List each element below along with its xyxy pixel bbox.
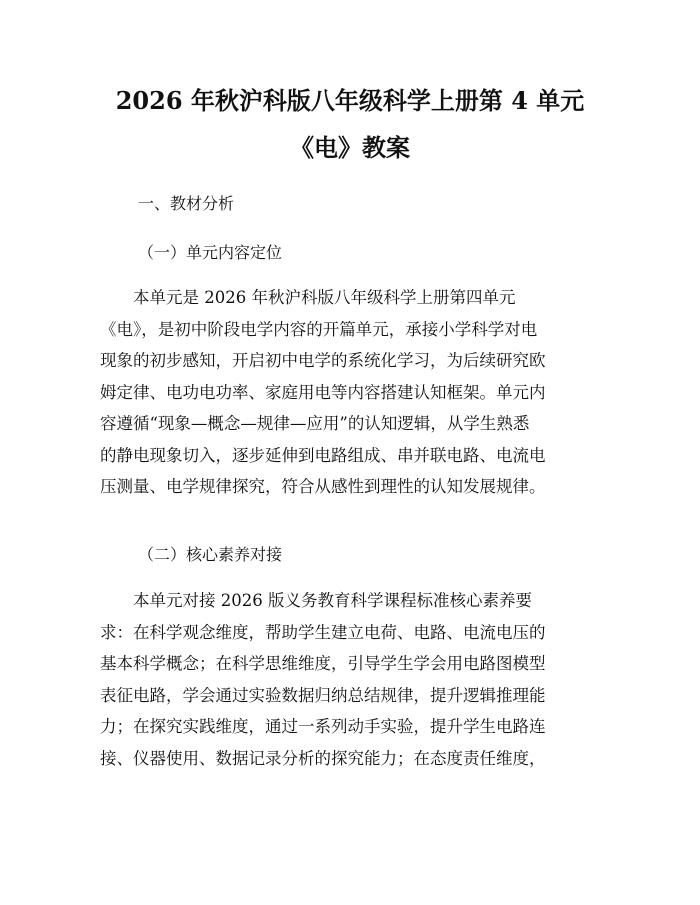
paragraph-line: 接、仪器使用、数据记录分析的探究能力；在态度责任维度， — [100, 748, 546, 768]
paragraph-line: 姆定律、电功电功率、家庭用电等内容搭建认知框架。单元内 — [100, 382, 546, 402]
paragraph-line: 现象的初步感知，开启初中电学的系统化学习，为后续研究欧 — [100, 351, 546, 370]
paragraph-unit-positioning — [100, 282, 620, 503]
paragraph-line: 容遵循“现象—概念—规律—应用”的认知逻辑，从学生熟悉 — [100, 414, 530, 433]
paragraph-line: 求：在科学观念维度，帮助学生建立电荷、电路、电流电压的 — [100, 622, 546, 642]
paragraph-line: 本单元对接 2026 版义务教育科学课程标准核心素养要 — [100, 591, 532, 610]
paragraph-line: 本单元是 2026 年秋沪科版八年级科学上册第四单元 — [100, 288, 516, 307]
document-subtitle: 《电》教案 — [290, 133, 410, 162]
paragraph-line: 表征电路，学会通过实验数据归纳总结规律，提升逻辑推理能 — [100, 685, 546, 705]
paragraph-line: 压测量、电学规律探究，符合从感性到理性的认知发展规律。 — [100, 477, 546, 496]
subsection-heading-unit-positioning: （一）单元内容定位 — [138, 243, 283, 262]
document-title: 2026 年秋沪科版八年级科学上册第 4 单元 — [115, 86, 585, 115]
subsection-heading-core-literacy: （二）核心素养对接 — [138, 545, 283, 564]
paragraph-core-literacy — [100, 585, 620, 774]
section-heading-textbook-analysis: 一、教材分析 — [138, 194, 235, 213]
paragraph-line: 基本科学概念；在科学思维维度，引导学生学会用电路图模型 — [100, 654, 546, 673]
paragraph-line: 的静电现象切入，逐步延伸到电路组成、串并联电路、电流电 — [100, 445, 546, 465]
paragraph-line: 《电》，是初中阶段电学内容的开篇单元，承接小学科学对电 — [100, 319, 538, 339]
paragraph-line: 力；在探究实践维度，通过一系列动手实验，提升学生电路连 — [100, 717, 546, 736]
